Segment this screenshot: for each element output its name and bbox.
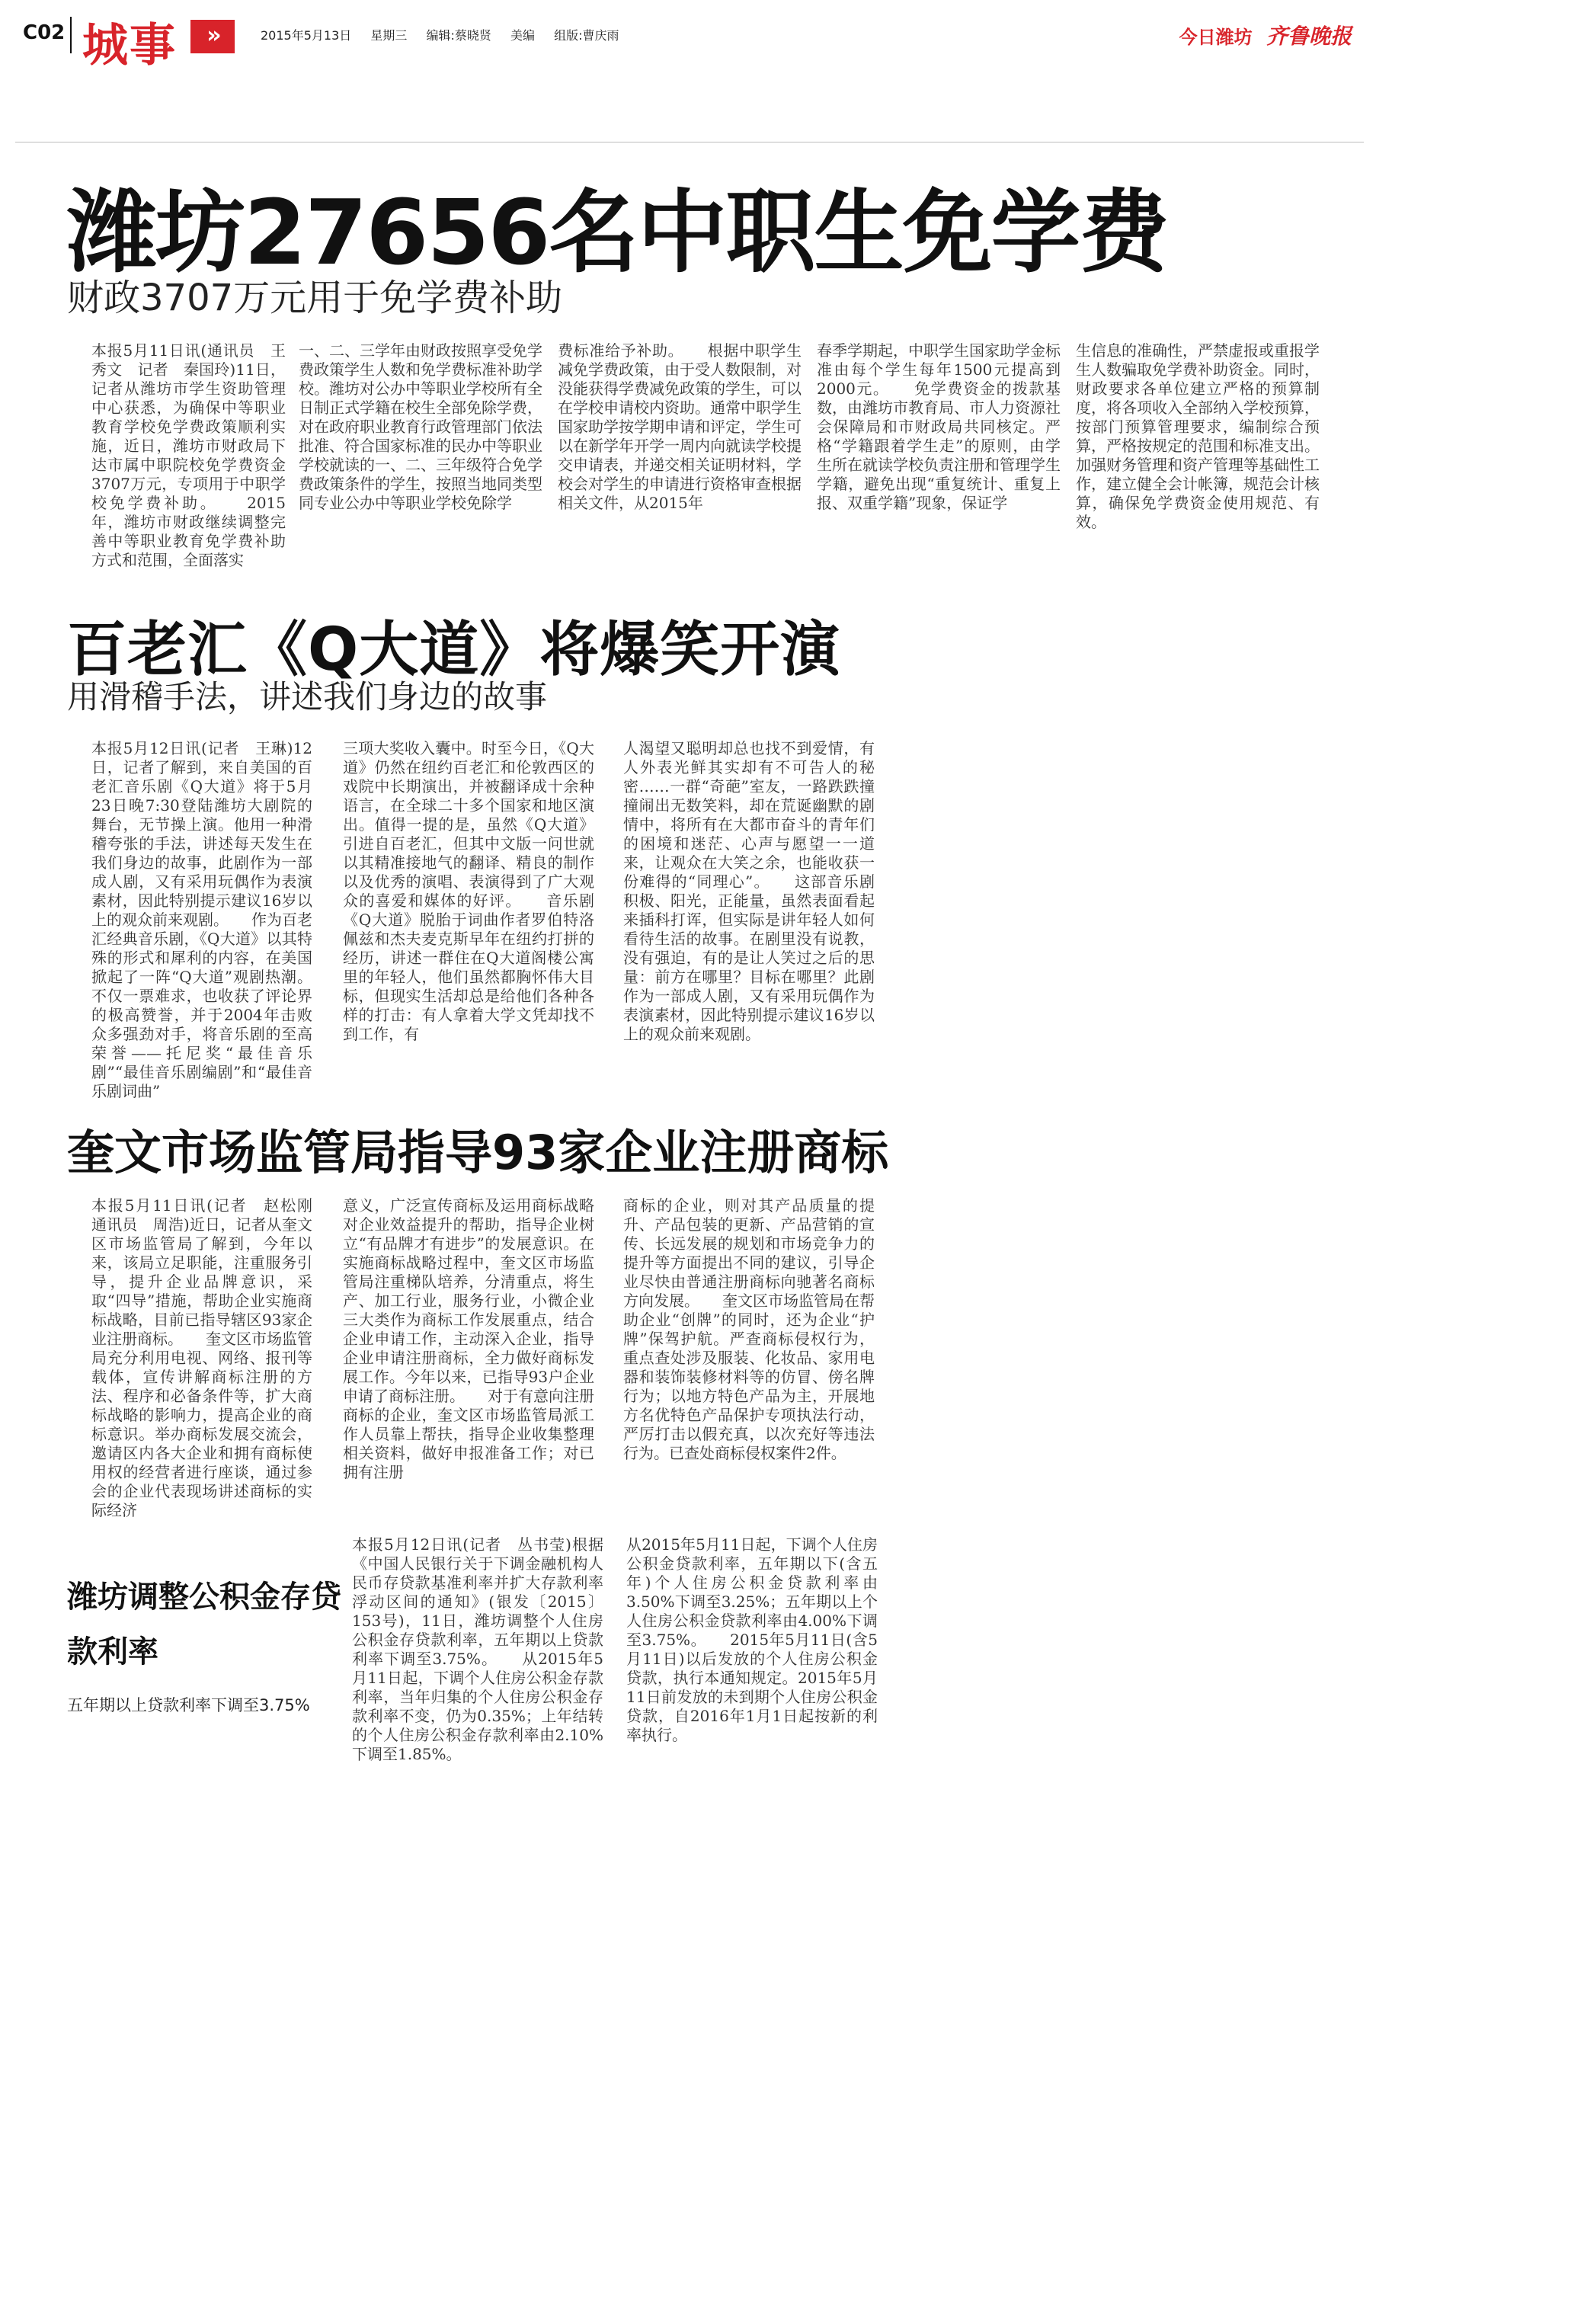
article4-subtitle: 五年期以上贷款利率下调至3.75% xyxy=(67,1696,310,1714)
article4-title: 潍坊调整公积金存贷款利率 xyxy=(67,1580,341,1669)
masthead-right xyxy=(1179,20,1352,50)
newspaper-logo: 齐鲁晚报 xyxy=(1266,24,1352,49)
masthead xyxy=(0,0,1584,76)
article3-column: 商标的企业，则对其产品质量的提升、产品包装的更新、产品营销的宣传、长远发展的规划和市场竞争力的提升等方面提出不同的建议，引导企业尽快由普通注册商标向驰著名商标方向发展。 奎文区市场监管局在帮助企业“创牌”的同时，还为企业“护牌”保驾护航。严查商标侵权行为，重点查处涉及服装、化妆品、家用电器和装饰装修材料等的仿冒、傍名牌行为；以地方特色产品为主，开展地方名优特色产品保护专项执法行动，严厉打击以假充真，以次充好等违法行为。已查处商标侵权案件2件。 xyxy=(623,1196,875,1462)
edition-label: 今日潍坊 xyxy=(1179,27,1253,48)
article4-column: 本报5月12日讯(记者 丛书莹)根据《中国人民银行关于下调金融机构人民币存贷款基准利率并扩大存款利率浮动区间的通知》(银发〔2015〕153号)，11日，潍坊调整个人住房公积金存贷款利率，五年期以上贷款利率下调至3.75%。 从2015年5月11日起，下调个人住房公积金存款利率，当年归集的个人住房公积金存款利率不变，仍为0.35%；上年结转的个人住房公积金存款利率由2.10%下调至1.85%。 xyxy=(352,1535,603,1763)
article1-column: 春季学期起，中职学生国家助学金标准由每个学生每年1500元提高到2000元。 免学费资金的拨款基数，由潍坊市教育局、市人力资源社会保障局和市财政局共同核定。严格“学籍跟着学生走”的原则，由学生所在就读学校负责注册和管理学生学籍，避免出现“重复统计、重复上报、双重学籍”现象，保证学 xyxy=(817,341,1061,512)
page-number: C02 xyxy=(23,21,66,44)
article2-column: 本报5月12日讯(记者 王琳)12日，记者了解到，来自美国的百老汇音乐剧《Q大道》将于5月23日晚7:30登陆潍坊大剧院的舞台，无节操上演。他用一种滑稽夸张的手法，讲述每天发生在我们身边的故事，此剧作为一部成人剧，又有采用玩偶作为表演素材，因此特别提示建议16岁以上的观众前来观剧。 作为百老汇经典音乐剧，《Q大道》以其特殊的形式和犀利的内容，在美国掀起了一阵“Q大道”观剧热潮。不仅一票难求，也收获了评论界的极高赞誉，并于2004年击败众多强劲对手，将音乐剧的至高荣誉——托尼奖“最佳音乐剧”“最佳音乐剧编剧”和“最佳音乐剧词曲” xyxy=(91,739,312,1100)
layout-credit: 组版:曹庆雨 xyxy=(554,28,619,43)
article3-column: 本报5月11日讯(记者 赵松刚 通讯员 周浩)近日，记者从奎文区市场监管局了解到，今年以来，该局立足职能，注重服务引导，提升企业品牌意识，采取“四导”措施，帮助企业实施商标战略，目前已指导辖区93家企业注册商标。 奎文区市场监管局充分利用电视、网络、报刊等载体，宣传讲解商标注册的方法、程序和必备条件等，扩大商标战略的影响力，提高企业的商标意识。举办商标发展交流会，邀请区内各大企业和拥有商标使用权的经营者进行座谈，通过参会的企业代表现场讲述商标的实际经济 xyxy=(91,1196,328,1519)
article1-column: 一、二、三学年由财政按照享受免学费政策学生人数和免学费标准补助学校。潍坊对公办中等职业学校所有全日制正式学籍在校生全部免除学费，对在政府职业教育行政管理部门依法批准、符合国家标准的民办中等职业学校就读的一、二、三年级符合免学费政策条件的学生，按照当地同类型同专业公办中等职业学校免除学 xyxy=(299,341,542,512)
editor-credit: 编辑:蔡晓贤 xyxy=(426,28,491,43)
article1-title: 潍坊27656名中职生免学费 xyxy=(67,180,1168,285)
issue-weekday: 星期三 xyxy=(370,28,408,43)
article3-title: 奎文市场监管局指导93家企业注册商标 xyxy=(67,1125,889,1180)
section-name: 城事 xyxy=(82,19,177,72)
article2-column: 人渴望又聪明却总也找不到爱情，有人外表光鲜其实却有不可告人的秘密……一群“奇葩”室友，一路跌跌撞撞闹出无数笑料，却在荒诞幽默的剧情中，将所有在大都市奋斗的青年们的困境和迷茫、心声与愿望一一道来，让观众在大笑之余，也能收获一份难得的“同理心”。 这部音乐剧积极、阳光，正能量，虽然表面看起来插科打诨，但实际是讲年轻人如何看待生活的故事。在剧里没有说教，没有强迫，有的是让人笑过之后的思量：前方在哪里？目标在哪里？此剧作为一部成人剧，又有采用玩偶作为表演素材，因此特别提示建议16岁以上的观众前来观剧。 xyxy=(623,739,875,1043)
masthead-divider xyxy=(70,17,72,53)
art-credit: 美编 xyxy=(510,28,535,43)
issue-meta xyxy=(261,26,634,43)
article1-column: 费标准给予补助。 根据中职学生减免学费政策，由于受人数限制，对没能获得学费减免政策的学生，可以在学校申请校内资助。通常中职学生国家助学按学期申请和评定，学生可以在新学年开学一周内向就读学校提交申请表，并递交相关证明材料，学校会对学生的申请进行资格审查根据相关文件，从2015年 xyxy=(558,341,802,512)
article1-column: 生信息的准确性，严禁虚报或重报学生人数骗取免学费补助资金。同时，财政要求各单位建立严格的预算制度，将各项收入全部纳入学校预算，按部门预算管理要求，编制综合预算，严格按规定的范围和标准支出。加强财务管理和资产管理等基础性工作，建立健全会计帐簿，规范会计核算，确保免学费资金使用规范、有效。 xyxy=(1076,341,1320,531)
section-arrow-icon: » xyxy=(190,20,235,53)
article2-column: 三项大奖收入囊中。时至今日，《Q大道》仍然在纽约百老汇和伦敦西区的戏院中长期演出，并被翻译成十余种语言，在全球二十多个国家和地区演出。值得一提的是，虽然《Q大道》引进自百老汇，但其中文版一问世就以其精准接地气的翻译、精良的制作以及优秀的演唱、表演得到了广大观众的喜爱和媒体的好评。 音乐剧《Q大道》脱胎于词曲作者罗伯特洛佩兹和杰夫麦克斯早年在纽约打拼的经历，讲述一群住在Q大道阁楼公寓里的年轻人，他们虽然都胸怀伟大目标，但现实生活却总是给他们各种各样的打击：有人拿着大学文凭却找不到工作，有 xyxy=(343,739,594,1043)
article4-column: 从2015年5月11日起，下调个人住房公积金贷款利率，五年期以下(含五年)个人住房公积金贷款利率由3.50%下调至3.25%；五年期以上个人住房公积金贷款利率由4.00%下调至3.75%。 2015年5月11日(含5月11日)以后发放的个人住房公积金贷款，执行本通知规定。2015年5月11日前发放的未到期个人住房公积金贷款，自2016年1月1日起按新的利率执行。 xyxy=(626,1535,878,1744)
issue-date: 2015年5月13日 xyxy=(261,28,352,43)
article2-title: 百老汇《Q大道》将爆笑开演 xyxy=(67,616,841,684)
article1-column: 本报5月11日讯(通讯员 王秀文 记者 秦国玲)11日，记者从潍坊市学生资助管理中心获悉，为确保中等职业教育学校免学费政策顺利实施，近日，潍坊市财政局下达市属中职院校免学费资金3707万元，专项用于中职学校免学费补助。 2015年，潍坊市财政继续调整完善中等职业教育免学费补助方式和范围，全面落实 xyxy=(91,341,286,569)
article1-subtitle: 财政3707万元用于免学费补助 xyxy=(67,277,563,319)
article3-column: 意义，广泛宣传商标及运用商标战略对企业效益提升的帮助，指导企业树立“有品牌才有进步”的发展意识。在实施商标战略过程中，奎文区市场监管局注重梯队培养，分清重点，将生产、加工行业，服务行业，小微企业三大类作为商标工作发展重点，结合企业申请工作，主动深入企业，指导企业申请注册商标，全力做好商标发展工作。今年以来，已指导93户企业申请了商标注册。 对于有意向注册商标的企业，奎文区市场监管局派工作人员靠上帮扶，指导企业收集整理相关资料，做好申报准备工作；对已拥有注册 xyxy=(343,1196,594,1481)
article2-subtitle: 用滑稽手法，讲述我们身边的故事 xyxy=(67,678,548,715)
